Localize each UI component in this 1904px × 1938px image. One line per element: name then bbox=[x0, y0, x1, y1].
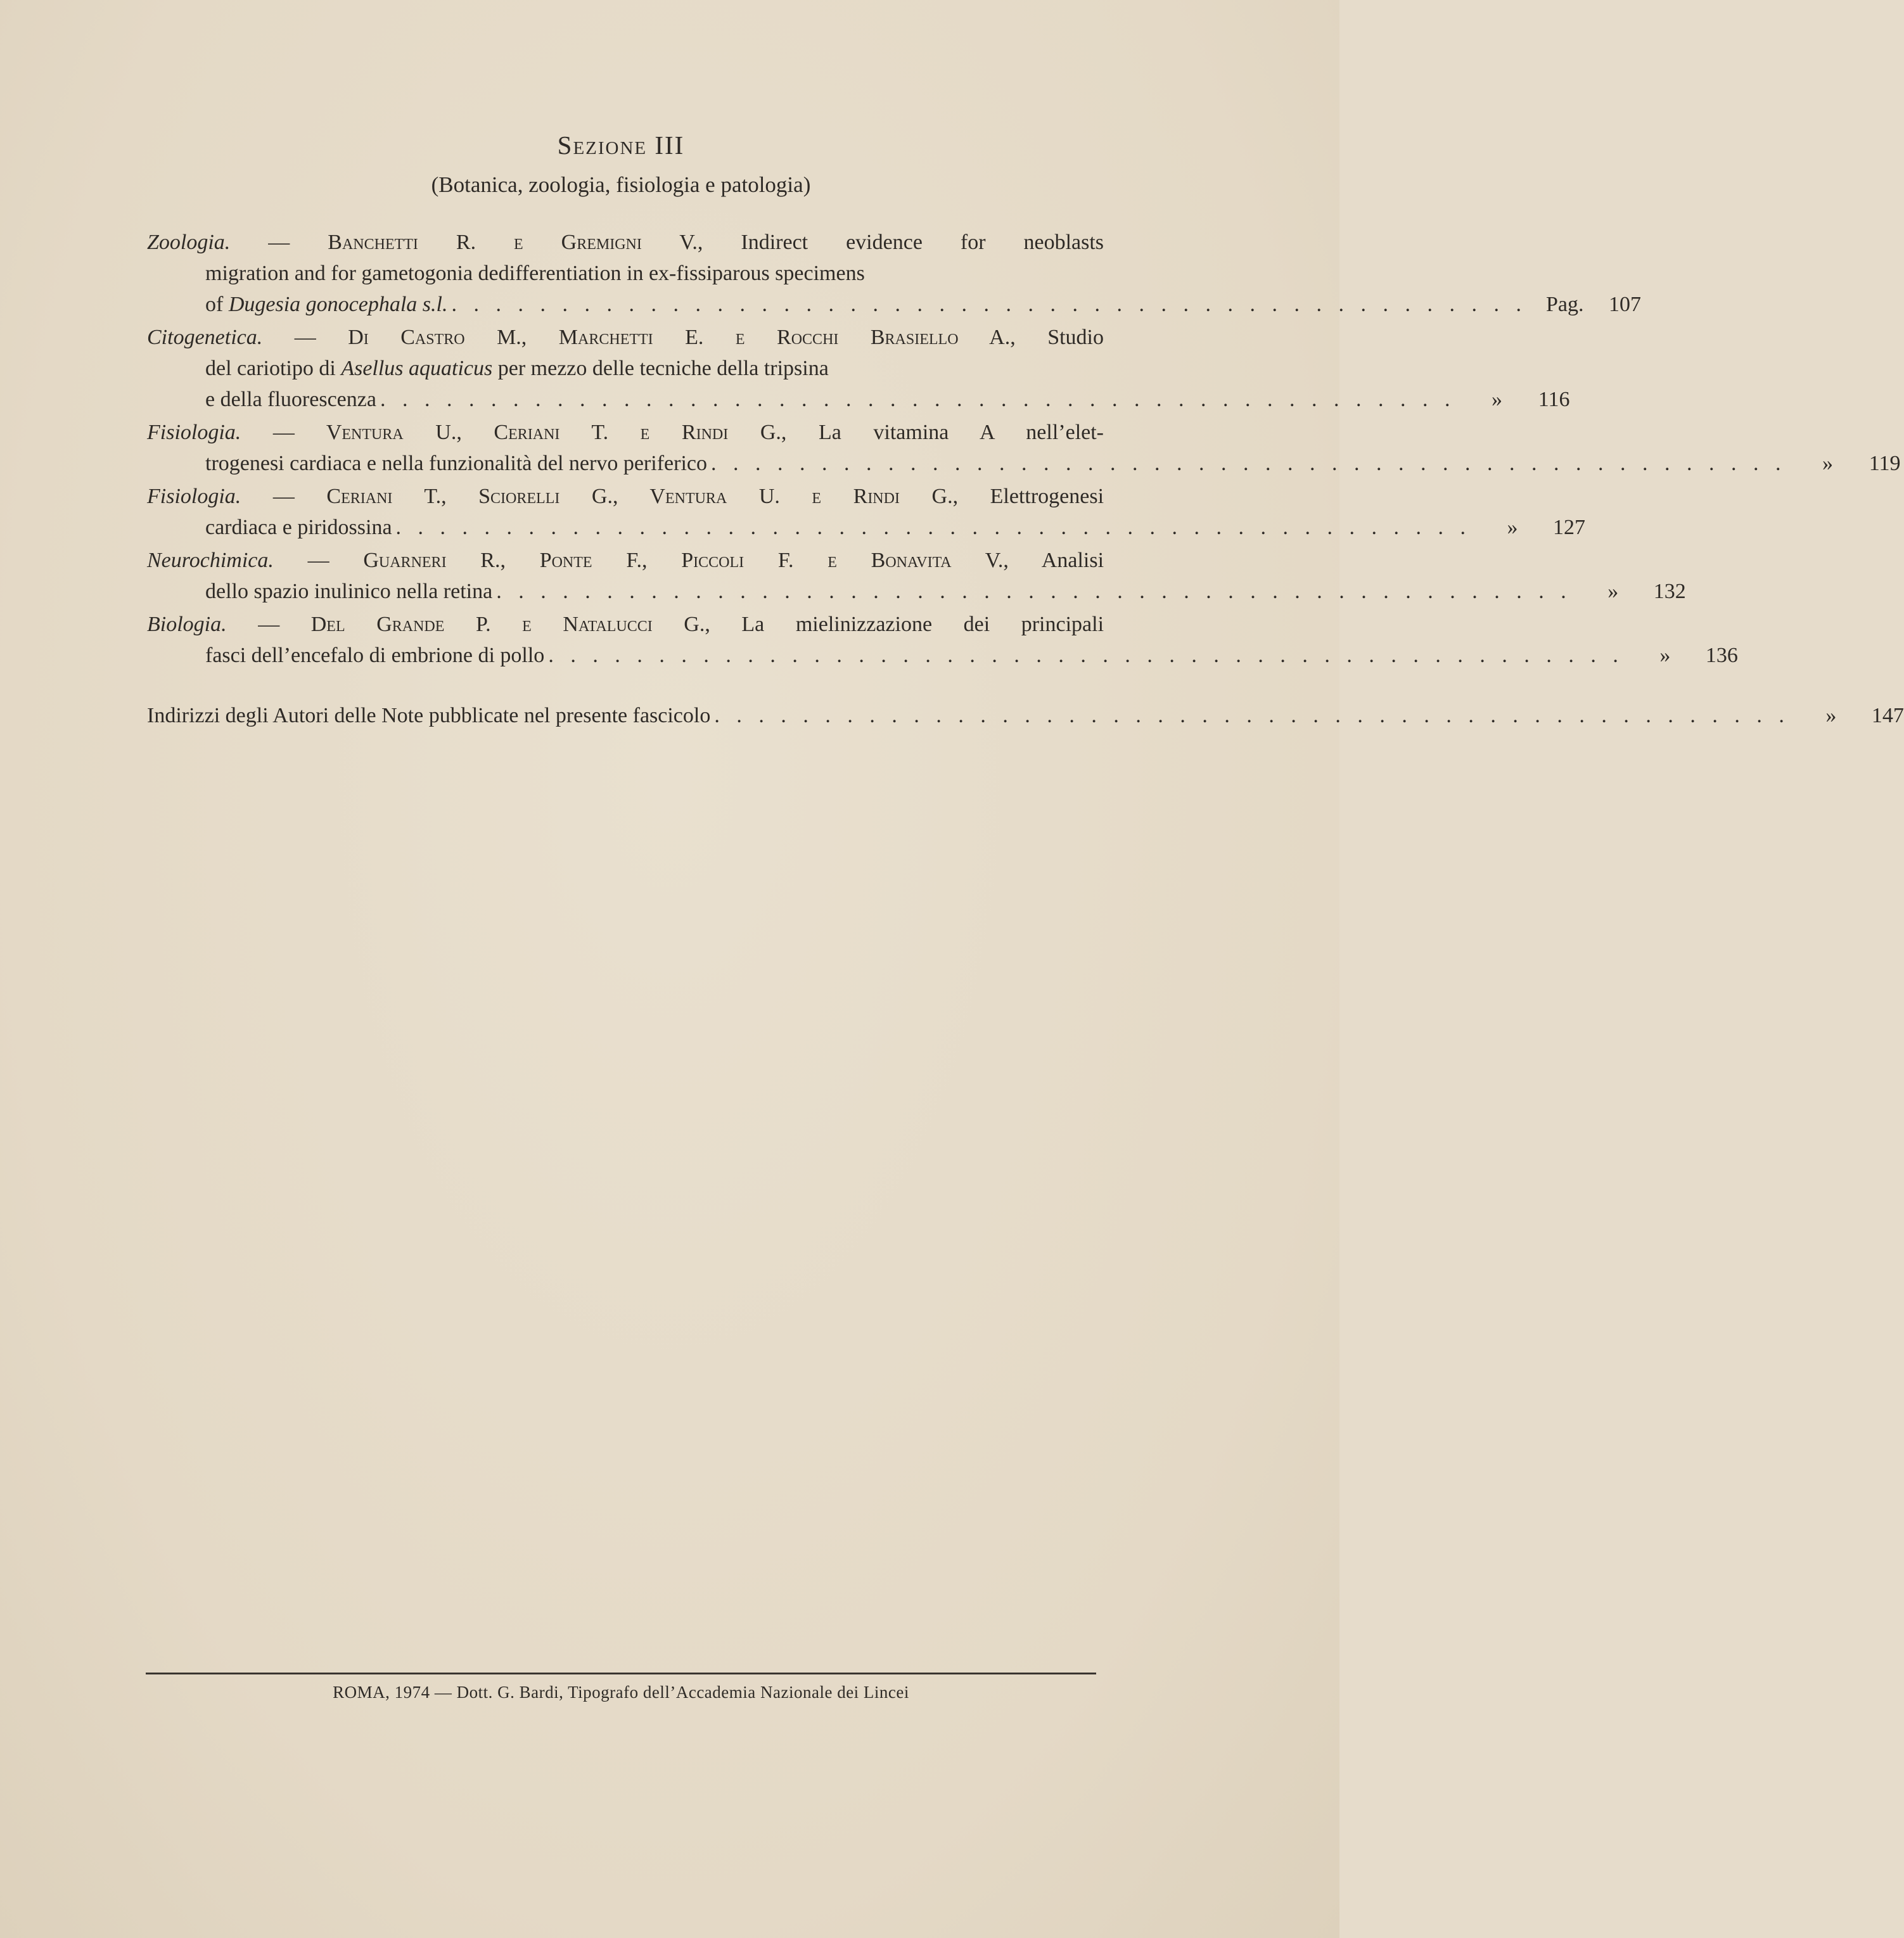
entry-title: trogenesi cardiaca e nella funzionalità del nervo periferico bbox=[205, 452, 707, 475]
page-number: 119 bbox=[1869, 452, 1901, 475]
addresses-entry[interactable] bbox=[147, 700, 1904, 731]
leader-dots: . . . . . . . . . . . . . . . . . . . . . . . . . . . . . . . . . . . . . . . . . . . . . . . . . bbox=[395, 516, 1472, 539]
entry-last-line bbox=[147, 384, 1570, 415]
ditto-mark: » bbox=[1507, 516, 1518, 539]
entry-category: Fisiologia. bbox=[147, 421, 241, 444]
entry-last-line bbox=[147, 448, 1901, 479]
entry-title: of bbox=[205, 293, 229, 316]
entry-category: Biologia. bbox=[147, 613, 227, 636]
page-number: 147 bbox=[1871, 704, 1904, 727]
page-reference bbox=[1585, 576, 1686, 607]
toc-entry[interactable] bbox=[147, 417, 1901, 479]
page-reference bbox=[1540, 289, 1641, 320]
entry-title: La vitamina A nell’elet- bbox=[818, 421, 1104, 444]
entry-title: cardiaca e piridossina bbox=[205, 516, 392, 539]
entry-title: fasci dell’encefalo di embrione di pollo bbox=[205, 644, 545, 667]
entry-category: Fisiologia. bbox=[147, 485, 241, 508]
page-number: 116 bbox=[1538, 388, 1570, 411]
entry-authors: — Ceriani T., Sciorelli G., Ventura U. e Rindi G., bbox=[272, 485, 959, 508]
printer-imprint: ROMA, 1974 — Dott. G. Bardi, Tipografo dell’Accademia Nazionale dei Lincei bbox=[333, 1683, 909, 1702]
entry-title: per mezzo delle tecniche della tripsina bbox=[492, 357, 829, 380]
entry-line bbox=[147, 227, 1104, 258]
section-subtitle: (Botanica, zoologia, fisiologia e patologia) bbox=[431, 172, 811, 197]
page-number: 127 bbox=[1553, 516, 1586, 539]
page-reference bbox=[1468, 384, 1569, 415]
entry-line: migration and for gametogonia dedifferentiation in ex-fissiparous specimens bbox=[205, 262, 865, 285]
page-reference bbox=[1637, 640, 1738, 671]
toc-entry[interactable] bbox=[147, 322, 1570, 415]
entry-line bbox=[147, 322, 1104, 353]
entry-line bbox=[147, 609, 1104, 640]
page-reference bbox=[1799, 448, 1900, 479]
footer-rule bbox=[146, 1673, 1096, 1674]
entry-last-line bbox=[147, 640, 1738, 671]
entry-authors: — Ventura U., Ceriani T. e Rindi G., bbox=[272, 421, 787, 444]
ditto-mark: » bbox=[1659, 644, 1671, 667]
entry-authors: — Banchetti R. e Gremigni V., bbox=[268, 231, 703, 254]
leader-dots: . . . . . . . . . . . . . . . . . . . . . . . . . . . . . . . . . . . . . . . . . . . . . . . . . bbox=[451, 293, 1527, 316]
entry-last-line bbox=[147, 700, 1904, 731]
entry-authors: — Del Grande P. e Natalucci G., bbox=[258, 613, 710, 636]
entry-last-line bbox=[147, 512, 1586, 543]
species-name: Dugesia gonocephala s.l. bbox=[228, 293, 448, 316]
table-of-contents bbox=[147, 227, 1901, 673]
entry-line bbox=[147, 417, 1104, 448]
entry-line bbox=[147, 545, 1104, 576]
ditto-mark: » bbox=[1825, 704, 1837, 727]
page-number: 132 bbox=[1653, 580, 1686, 603]
entry-title: Indirect evidence for neoblasts bbox=[741, 231, 1104, 254]
page-number: 107 bbox=[1608, 293, 1641, 316]
entry-title: dello spazio inulinico nella retina bbox=[205, 580, 493, 603]
entry-category: Zoologia. bbox=[147, 231, 231, 254]
species-name: Asellus aquaticus bbox=[341, 357, 493, 380]
leader-dots: . . . . . . . . . . . . . . . . . . . . . . . . . . . . . . . . . . . . . . . . . . . . . . . . . bbox=[496, 580, 1572, 603]
page-reference bbox=[1484, 512, 1585, 543]
page-reference bbox=[1803, 700, 1904, 731]
toc-entry[interactable] bbox=[147, 227, 1641, 320]
entry-title: Elettrogenesi bbox=[990, 485, 1104, 508]
entry-title: e della fluorescenza bbox=[205, 388, 376, 411]
entry-title: La mielinizzazione dei principali bbox=[741, 613, 1104, 636]
entry-last-line bbox=[147, 289, 1641, 320]
entry-last-line bbox=[147, 576, 1686, 607]
entry-title: del cariotipo di bbox=[205, 357, 342, 380]
entry-line bbox=[147, 481, 1104, 512]
leader-dots: . . . . . . . . . . . . . . . . . . . . . . . . . . . . . . . . . . . . . . . . . . . . . . . . . bbox=[548, 644, 1624, 667]
toc-entry[interactable] bbox=[147, 545, 1686, 607]
ditto-mark: » bbox=[1822, 452, 1833, 475]
entry-title: Analisi bbox=[1041, 549, 1104, 572]
leader-dots: . . . . . . . . . . . . . . . . . . . . . . . . . . . . . . . . . . . . . . . . . . . . . . . . . bbox=[380, 388, 1456, 411]
entry-authors: — Guarneri R., Ponte F., Piccoli F. e Bonavita V., bbox=[307, 549, 1009, 572]
page-label: Pag. bbox=[1545, 293, 1584, 316]
entry-title: Studio bbox=[1047, 326, 1104, 349]
leader-dots: . . . . . . . . . . . . . . . . . . . . . . . . . . . . . . . . . . . . . . . . . . . . . . . . . bbox=[714, 704, 1790, 727]
entry-line bbox=[147, 353, 1104, 384]
toc-entry[interactable] bbox=[147, 481, 1586, 543]
ditto-mark: » bbox=[1491, 388, 1502, 411]
ditto-mark: » bbox=[1607, 580, 1619, 603]
section-title: Sezione III bbox=[557, 131, 685, 160]
entry-category: Neurochimica. bbox=[147, 549, 274, 572]
toc-entry[interactable] bbox=[147, 609, 1738, 671]
leader-dots: . . . . . . . . . . . . . . . . . . . . . . . . . . . . . . . . . . . . . . . . . . . . . . . . . bbox=[710, 452, 1787, 475]
entry-authors: — Di Castro M., Marchetti E. e Rocchi Brasiello A., bbox=[294, 326, 1016, 349]
addresses-text: Indirizzi degli Autori delle Note pubblicate nel presente fascicolo bbox=[147, 704, 711, 727]
page-number: 136 bbox=[1705, 644, 1738, 667]
entry-category: Citogenetica. bbox=[147, 326, 263, 349]
